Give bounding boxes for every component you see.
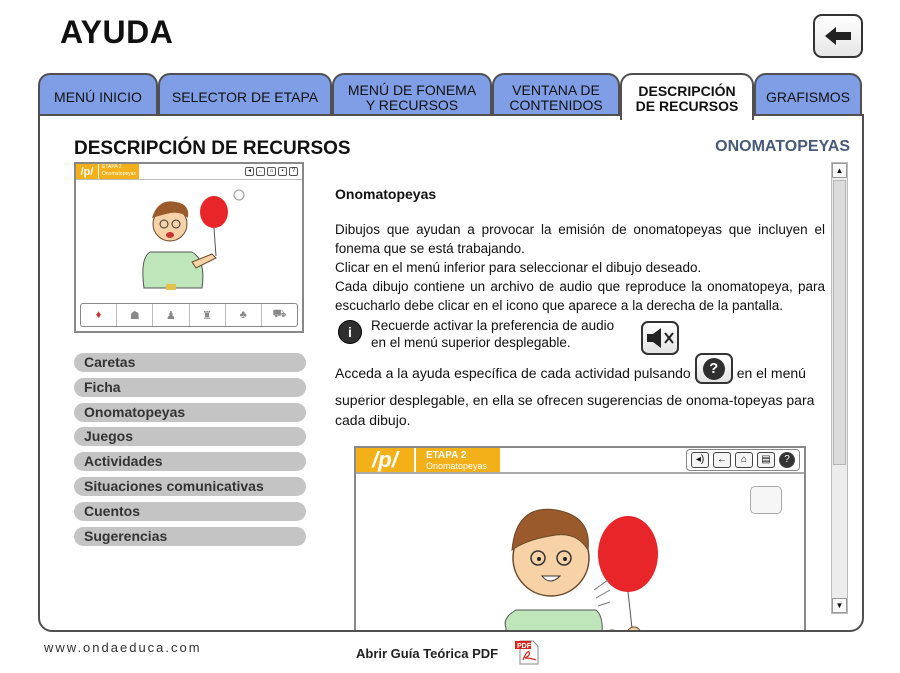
speaker-icon: ◂) <box>691 452 709 468</box>
home-icon: ⌂ <box>267 167 276 176</box>
help-icon: ? <box>779 452 795 468</box>
subsection-title: ONOMATOPEYAS <box>715 138 850 155</box>
strip-drawing-6: ⛟ <box>272 308 287 320</box>
content-panel <box>38 114 864 632</box>
resource-menu <box>74 353 306 551</box>
menu-item-sugerencias[interactable]: Sugerencias <box>74 527 306 546</box>
screenshot-phoneme: /p/ <box>356 448 414 472</box>
example-screenshot <box>354 446 806 632</box>
screenshot-header <box>356 448 804 474</box>
tab-label: MENÚ DE FONEMA Y RECURSOS <box>347 81 477 113</box>
vertical-scrollbar[interactable] <box>831 162 848 614</box>
screenshot-stage-sub: Onomatopeyas <box>426 461 488 471</box>
audio-note-line1: Recuerde activar la preferencia de audio <box>371 318 615 333</box>
tab-selector-etapa[interactable] <box>158 73 332 117</box>
mute-button[interactable] <box>641 321 679 355</box>
menu-item-actividades[interactable]: Actividades <box>74 452 306 471</box>
audio-note-line2: en el menú superior desplegable. <box>371 335 571 350</box>
tab-grafismos[interactable] <box>754 73 862 117</box>
thumbnail-stage <box>99 164 139 179</box>
scroll-down-icon[interactable]: ▼ <box>832 598 847 613</box>
audio-note <box>335 317 825 357</box>
resource-thumbnail <box>74 162 304 333</box>
left-arrow-icon <box>823 25 853 47</box>
thumbnail-strip <box>80 303 298 327</box>
screenshot-toolbar <box>686 449 800 471</box>
strip-drawing-5: ♣ <box>226 304 262 326</box>
help-button[interactable] <box>695 353 733 384</box>
tab-label: DESCRIPCIÓN DE RECURSOS <box>635 83 739 114</box>
footer-url[interactable]: www.ondaeduca.com <box>44 640 202 655</box>
back-button[interactable] <box>813 14 863 58</box>
strip-drawing-1: ♦ <box>81 304 117 326</box>
help-text-after: en el menú superior desplegable, en ella se ofrecen sugerencias de onoma-topeyas para cada dibujo. <box>335 365 815 428</box>
thumbnail-header <box>76 164 302 180</box>
thumbnail-stage-label: ETAPA 2 <box>102 164 122 170</box>
menu-item-caretas[interactable]: Caretas <box>74 353 306 372</box>
content-paragraph: Dibujos que ayudan a provocar la emisión de onomatopeyas que incluyen el fonema que se está trabajando. Clicar en el menú inferior para seleccionar el dibujo deseado. Cada dibujo contiene un archivo de audio que reproduce la onomatopeya, para escucharlo debe clicar en el icono que aparece a la derecha de la pantalla. <box>335 222 825 313</box>
tab-label: SELECTOR DE ETAPA <box>171 89 319 105</box>
menu-item-cuentos[interactable]: Cuentos <box>74 502 306 521</box>
tab-bar <box>38 73 864 117</box>
thumbnail-stage-sub: Onomatopeyas <box>102 171 136 177</box>
open-pdf-link[interactable]: Abrir Guía Teórica PDF <box>356 646 499 661</box>
strip-drawing-4: ♜ <box>190 304 226 326</box>
tab-label: MENÚ INICIO <box>54 89 142 105</box>
menu-icon: ▤ <box>757 452 775 468</box>
menu-item-ficha[interactable]: Ficha <box>74 378 306 397</box>
menu-item-juegos[interactable]: Juegos <box>74 427 306 446</box>
info-icon: i <box>338 320 362 344</box>
thumbnail-phoneme: /p/ <box>76 164 98 179</box>
back-icon: ← <box>257 168 264 174</box>
page-title: AYUDA <box>60 14 174 50</box>
audio-note-text <box>371 317 614 351</box>
back-icon: ← <box>713 452 731 468</box>
screenshot-stage <box>416 448 500 472</box>
screenshot-stage-label: ETAPA 2 <box>426 450 467 461</box>
boy-balloon-illustration <box>496 478 666 632</box>
tab-menu-inicio[interactable] <box>38 73 158 117</box>
menu-icon: ▪ <box>278 167 287 176</box>
tab-ventana-contenidos[interactable] <box>492 73 620 117</box>
sound-play-icon <box>750 486 782 514</box>
tab-label: VENTANA DE CONTENIDOS <box>509 81 603 113</box>
strip-drawing-3: ♟ <box>153 304 189 326</box>
menu-item-onomatopeyas[interactable]: Onomatopeyas <box>74 403 306 422</box>
description-content <box>335 186 825 430</box>
help-icon: ? <box>289 167 298 176</box>
speaker-mute-icon <box>645 327 675 349</box>
pdf-icon[interactable] <box>514 638 542 666</box>
boy-balloon-illustration <box>136 184 246 292</box>
question-icon: ? <box>703 358 725 380</box>
section-title: DESCRIPCIÓN DE RECURSOS <box>74 138 351 159</box>
tab-label: GRAFISMOS <box>765 89 850 105</box>
scroll-up-icon[interactable]: ▲ <box>832 163 847 178</box>
tab-descripcion-recursos[interactable] <box>620 73 754 120</box>
pdf-badge-label: PDF <box>517 643 531 650</box>
help-text-before: Acceda a la ayuda específica de cada actividad pulsando <box>335 365 691 382</box>
scroll-thumb[interactable] <box>833 180 846 465</box>
help-paragraph <box>335 359 825 430</box>
speaker-icon: ◂ <box>245 167 254 176</box>
strip-drawing-2: ☗ <box>117 304 153 326</box>
home-icon: ⌂ <box>735 452 753 468</box>
thumbnail-toolbar <box>245 167 302 176</box>
tab-menu-fonema[interactable] <box>332 73 492 117</box>
content-heading: Onomatopeyas <box>335 186 437 202</box>
menu-item-situaciones[interactable]: Situaciones comunicativas <box>74 477 306 496</box>
